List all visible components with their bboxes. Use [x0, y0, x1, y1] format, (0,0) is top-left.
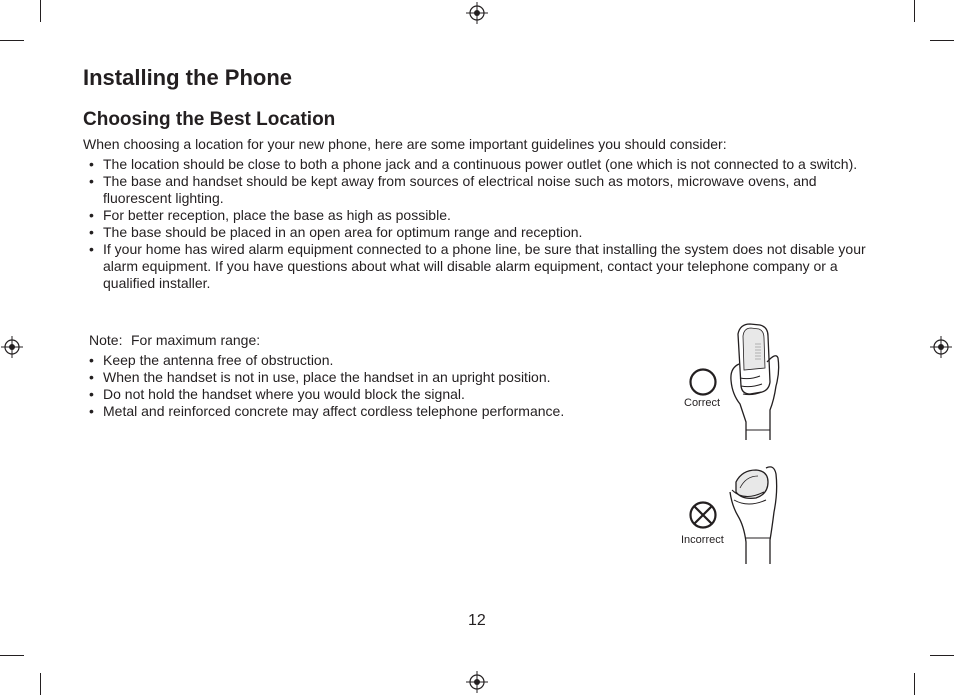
tip-text: When the handset is not in use, place the handset in an upright position. [103, 369, 551, 385]
tip-text: Keep the antenna free of obstruction. [103, 352, 334, 368]
registration-mark-icon [466, 2, 488, 24]
bullet-icon: • [89, 224, 94, 240]
correct-illustration [680, 322, 790, 442]
page-title: Installing the Phone [83, 65, 293, 90]
incorrect-x-icon [688, 500, 718, 530]
bullet-icon: • [89, 386, 94, 402]
range-tips-list [89, 352, 649, 420]
note-text: For maximum range: [131, 332, 261, 348]
list-item [89, 207, 879, 224]
list-item [89, 173, 879, 207]
page-number: 12 [468, 612, 486, 629]
correct-circle-icon [688, 367, 718, 397]
intro-text: When choosing a location for your new phone, here are some important guidelines you should consider: [83, 136, 727, 152]
guidelines-list [89, 156, 879, 292]
crop-mark [914, 673, 915, 695]
guideline-text: If your home has wired alarm equipment connected to a phone line, be sure that installing the system does not disable your alarm equipment. If you have questions about what will disable alarm equipment, contact your telephone company or a qualified installer. [103, 241, 866, 291]
list-item [89, 352, 649, 369]
bullet-icon: • [89, 207, 94, 223]
guideline-text: The base should be placed in an open area for optimum range and reception. [103, 224, 583, 240]
tip-text: Metal and reinforced concrete may affect cordless telephone performance. [103, 403, 565, 419]
registration-mark-icon [466, 671, 488, 693]
guideline-text: The location should be close to both a phone jack and a continuous power outlet (one which is not connected to a switch). [103, 156, 858, 172]
incorrect-caption: Incorrect [681, 534, 724, 546]
hand-covering-phone-icon [724, 462, 790, 566]
incorrect-illustration [678, 462, 790, 566]
bullet-icon: • [89, 403, 94, 419]
registration-mark-icon [930, 336, 952, 358]
crop-mark [40, 0, 41, 22]
crop-mark [40, 673, 41, 695]
list-item [89, 403, 649, 420]
crop-mark [0, 655, 24, 656]
note [89, 332, 260, 348]
tip-text: Do not hold the handset where you would block the signal. [103, 386, 465, 402]
list-item [89, 386, 649, 403]
list-item [89, 241, 879, 292]
correct-caption: Correct [684, 397, 721, 409]
crop-mark [930, 40, 954, 41]
bullet-icon: • [89, 241, 94, 257]
note-label: Note: [89, 332, 123, 348]
list-item [89, 224, 879, 241]
bullet-icon: • [89, 173, 94, 189]
crop-mark [0, 40, 24, 41]
registration-mark-icon [1, 336, 23, 358]
list-item [89, 369, 649, 386]
hand-holding-phone-upright-icon [726, 322, 790, 442]
crop-mark [930, 655, 954, 656]
bullet-icon: • [89, 156, 94, 172]
bullet-icon: • [89, 352, 94, 368]
crop-mark [914, 0, 915, 22]
section-title: Choosing the Best Location [83, 109, 336, 130]
guideline-text: The base and handset should be kept away from sources of electrical noise such as motors, microwave ovens, and fluorescent lighting. [103, 173, 817, 206]
guideline-text: For better reception, place the base as high as possible. [103, 207, 451, 223]
list-item [89, 156, 879, 173]
bullet-icon: • [89, 369, 94, 385]
